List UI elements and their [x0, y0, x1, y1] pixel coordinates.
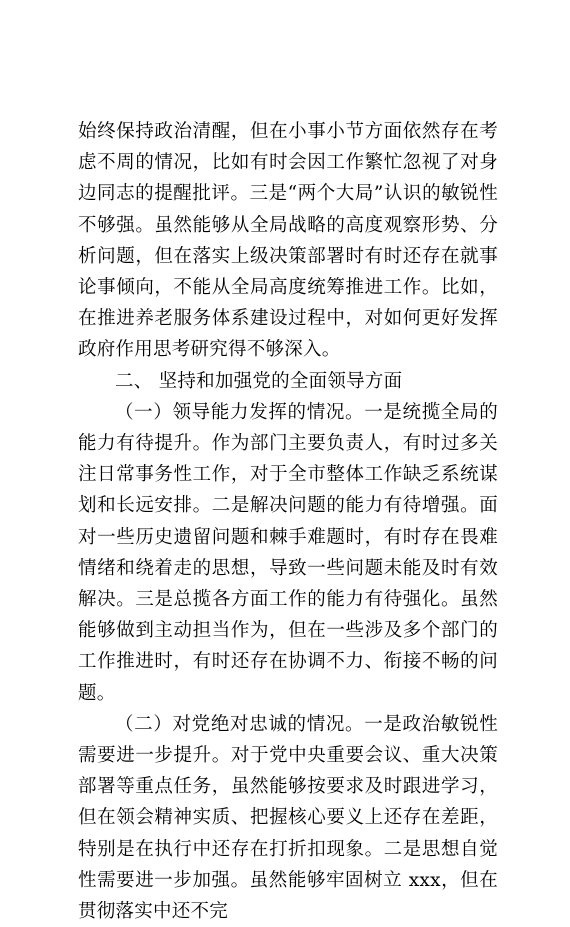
- document-body: [78, 116, 498, 927]
- section-heading: 二、 坚持和加强党的全面领导方面: [115, 370, 403, 392]
- paragraph-leadership-ability: （一）领导能力发挥的情况。一是统揽全局的能力有待提升。作为部门主要负责人，有时过多关注日常事务性工作，对于全市整体工作缺乏系统谋划和长远安排。二是解决问题的能力有待增强。面对一些历史遗留问题和棘手难题时，有时存在畏难情绪和绕着走的思想，导致一些问题未能及时有效解决。三是总揽各方面工作的能力有待强化。虽然能够做到主动担当作为，但在一些涉及多个部门的工作推进时，有时还存在协调不力、衔接不畅的问题。: [78, 401, 498, 704]
- paragraph-loyalty: （二）对党绝对忠诚的情况。一是政治敏锐性需要进一步提升。对于党中央重要会议、重大决策部署等重点任务，虽然能够按要求及时跟进学习，但在领会精神实质、把握核心要义上还存在差距，特别是在执行中还存在打折扣现象。二是思想自觉性需要进一步加强。虽然能够牢固树立 xxx，但在贯彻落实中还不完: [78, 713, 498, 923]
- paragraph-continuation: 始终保持政治清醒，但在小事小节方面依然存在考虑不周的情况，比如有时会因工作繁忙忽视了对身边同志的提醒批评。三是“两个大局”认识的敏锐性不够强。虽然能够从全局战略的高度观察形势、分析问题，但在落实上级决策部署时有时还存在就事论事倾向，不能从全局高度统筹推进工作。比如，在推进养老服务体系建设过程中，对如何更好发挥政府作用思考研究得不够深入。: [78, 121, 498, 361]
